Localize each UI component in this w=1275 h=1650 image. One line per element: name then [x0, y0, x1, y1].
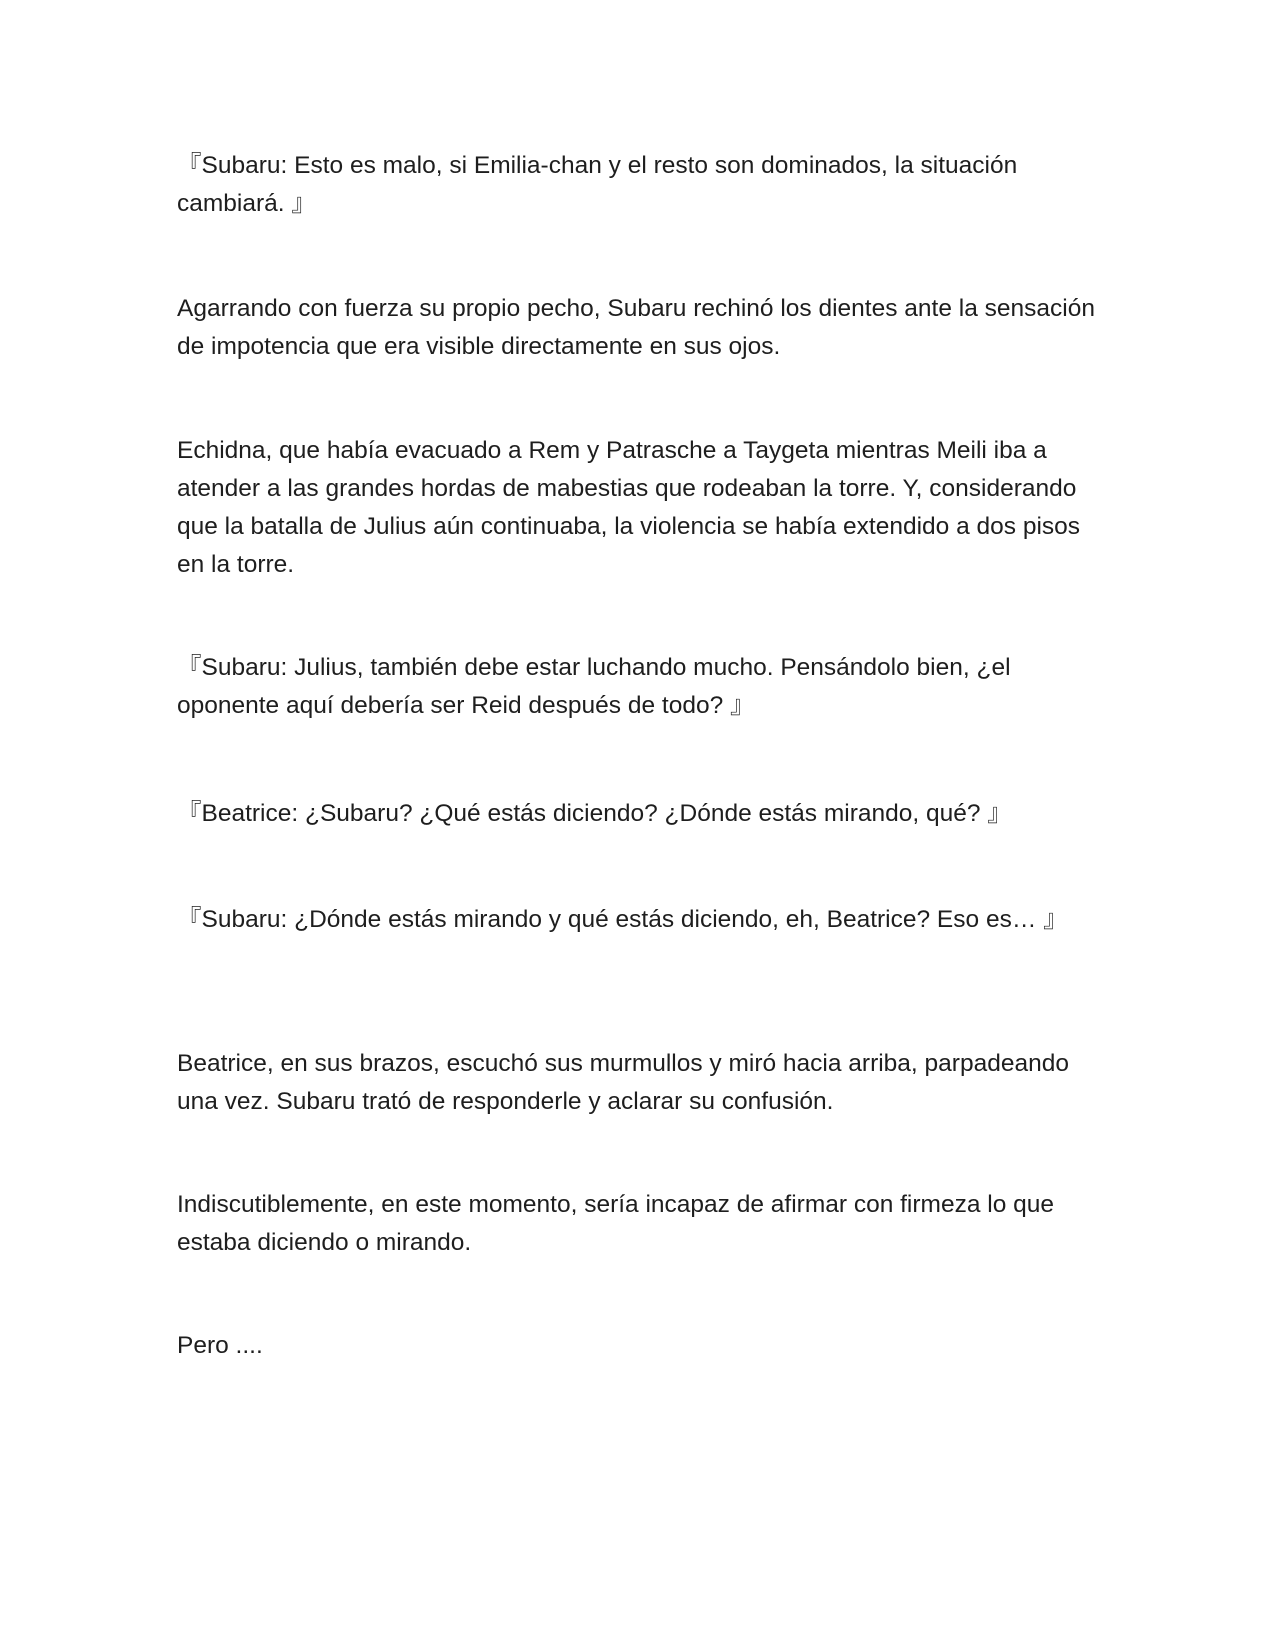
paragraph-dialogue-beatrice: 『Beatrice: ¿Subaru? ¿Qué estás diciendo? ¿Dónde estás mirando, qué? 』	[177, 800, 1012, 827]
paragraph-dialogue-subaru-3: 『Subaru: ¿Dónde estás mirando y qué estás diciendo, eh, Beatrice? Eso es… 』	[177, 906, 1068, 933]
paragraph-narration-2: Echidna, que había evacuado a Rem y Patrasche a Taygeta mientras Meili iba a atender a las grandes hordas de mabestias que rodeaban la torre. Y, considerando que la batalla de Julius aún continuaba, la violencia se había extendido a dos pisos en la torre.	[177, 437, 1081, 578]
paragraph-dialogue-subaru-2: 『Subaru: Julius, también debe estar luchando mucho. Pensándolo bien, ¿el oponente aquí debería ser Reid después de todo? 』	[177, 654, 1011, 719]
paragraph-narration-1: Agarrando con fuerza su propio pecho, Subaru rechinó los dientes ante la sensación de impotencia que era visible directamente en sus ojos.	[177, 295, 1095, 360]
paragraph-narration-4: Indiscutiblemente, en este momento, sería incapaz de afirmar con firmeza lo que estaba diciendo o mirando.	[177, 1191, 1054, 1256]
paragraph-narration-3: Beatrice, en sus brazos, escuchó sus murmullos y miró hacia arriba, parpadeando una vez. Subaru trató de responderle y aclarar su confusión.	[177, 1050, 1069, 1115]
paragraph-narration-5: Pero ....	[177, 1332, 263, 1359]
paragraph-dialogue-subaru-1: 『Subaru: Esto es malo, si Emilia-chan y el resto son dominados, la situación cambiará. 』	[177, 152, 1018, 217]
